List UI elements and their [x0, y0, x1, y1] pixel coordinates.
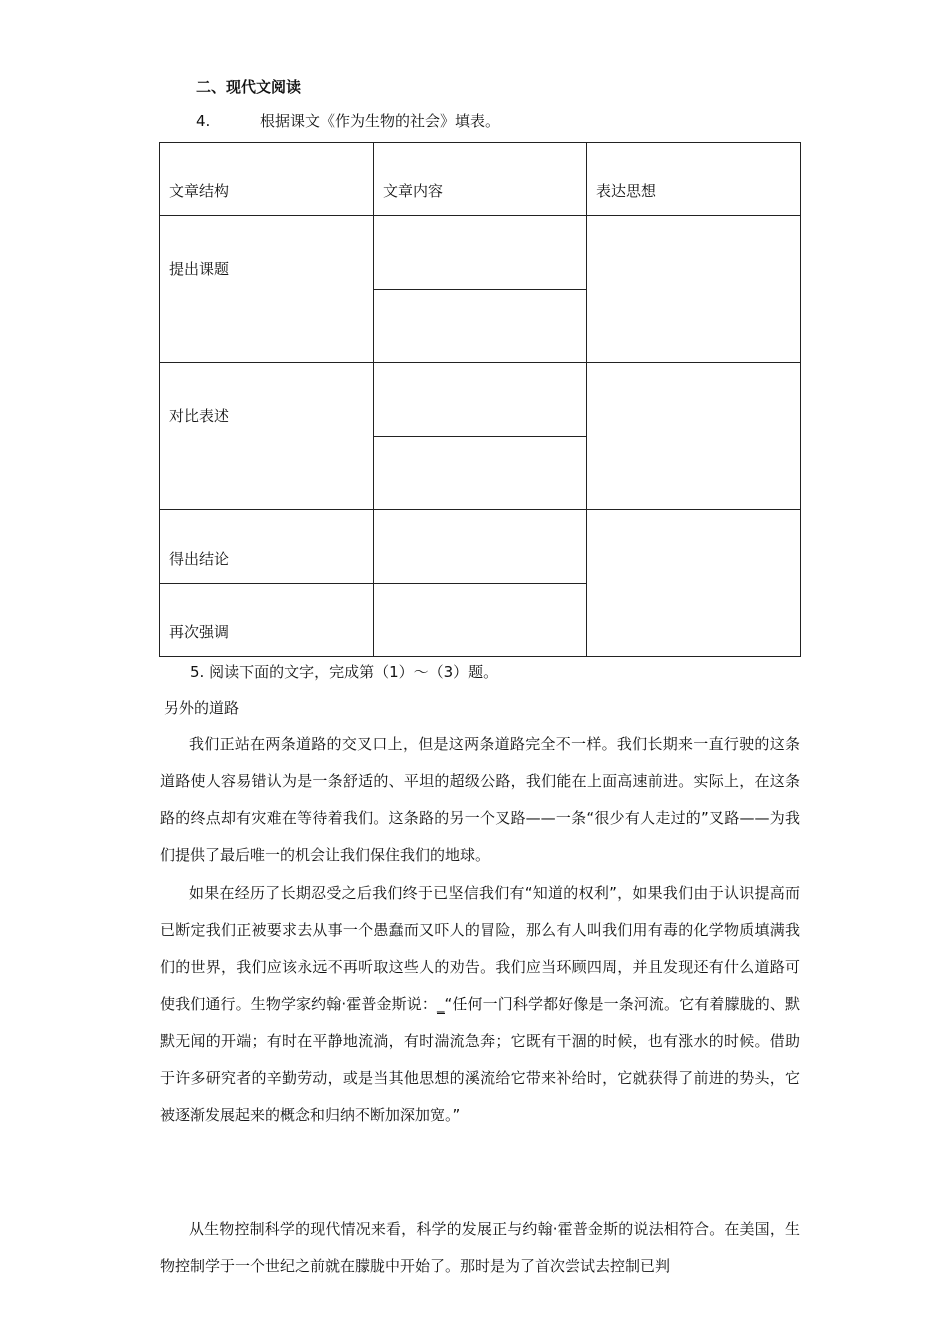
underline-blank: _	[437, 995, 445, 1013]
answer-cell[interactable]	[374, 289, 587, 362]
answer-cell[interactable]	[374, 216, 587, 289]
answer-cell[interactable]	[374, 363, 587, 436]
answer-cell[interactable]	[374, 583, 587, 656]
question-5-prompt: 5. 阅读下面的文字，完成第（1）～（3）题。	[190, 663, 499, 681]
essay-title: 另外的道路	[164, 699, 240, 717]
essay-paragraph: 我们正站在两条道路的交叉口上，但是这两条道路完全不一样。我们长期来一直行驶的这条道路使人容易错认为是一条舒适的、平坦的超级公路，我们能在上面高速前进。实际上，在这条路的终点却有灾难在等待着我们。这条路的另一个叉路——一条“很少有人走过的”叉路——为我们提供了最后唯一的机会让我们保住我们的地球。	[160, 735, 800, 864]
header-content: 文章内容	[374, 143, 587, 216]
question-4-prompt: 根据课文《作为生物的社会》填表。	[260, 112, 501, 130]
answer-cell[interactable]	[587, 363, 801, 510]
answer-cell[interactable]	[374, 510, 587, 583]
essay-paragraph	[160, 875, 800, 1134]
answer-cell[interactable]	[374, 436, 587, 509]
row-label-conclusion: 得出结论	[160, 510, 374, 583]
header-structure: 文章结构	[160, 143, 374, 216]
essay-paragraph: 从生物控制科学的现代情况来看，科学的发展正与约翰·霍普金斯的说法相符合。在美国，生物控制学于一个世纪之前就在朦胧中开始了。那时是为了首次尝试去控制已判	[160, 1220, 800, 1275]
answer-cell[interactable]	[587, 510, 801, 657]
row-label-propose: 提出课题	[160, 216, 374, 363]
paragraph-text: 如果在经历了长期忍受之后我们终于已坚信我们有“知道的权利”，如果我们由于认识提高而已断定我们正被要求去从事一个愚蠢而又吓人的冒险，那么有人叫我们用有毒的化学物质填满我们的世界，我们应该永远不再听取这些人的劝告。我们应当环顾四周，并且发现还有什么道路可使我们通行。生物学家约翰·霍普金斯说：	[160, 884, 800, 1013]
row-label-contrast: 对比表述	[160, 363, 374, 510]
question-4	[196, 110, 500, 131]
answer-table	[159, 142, 801, 657]
answer-cell[interactable]	[587, 216, 801, 363]
question-4-number: 4.	[196, 112, 211, 130]
row-label-emphasis: 再次强调	[160, 583, 374, 656]
section-title: 二、现代文阅读	[196, 78, 302, 96]
quote-text: “任何一门科学都好像是一条河流。它有着朦胧的、默默无闻的开端；有时在平静地流淌，有时湍流急奔；它既有干涸的时候，也有涨水的时候。借助于许多研究者的辛勤劳动，或是当其他思想的溪流给它带来补给时，它就获得了前进的势头，它被逐渐发展起来的概念和归纳不断加深加宽。”	[160, 995, 800, 1124]
header-thought: 表达思想	[587, 143, 801, 216]
